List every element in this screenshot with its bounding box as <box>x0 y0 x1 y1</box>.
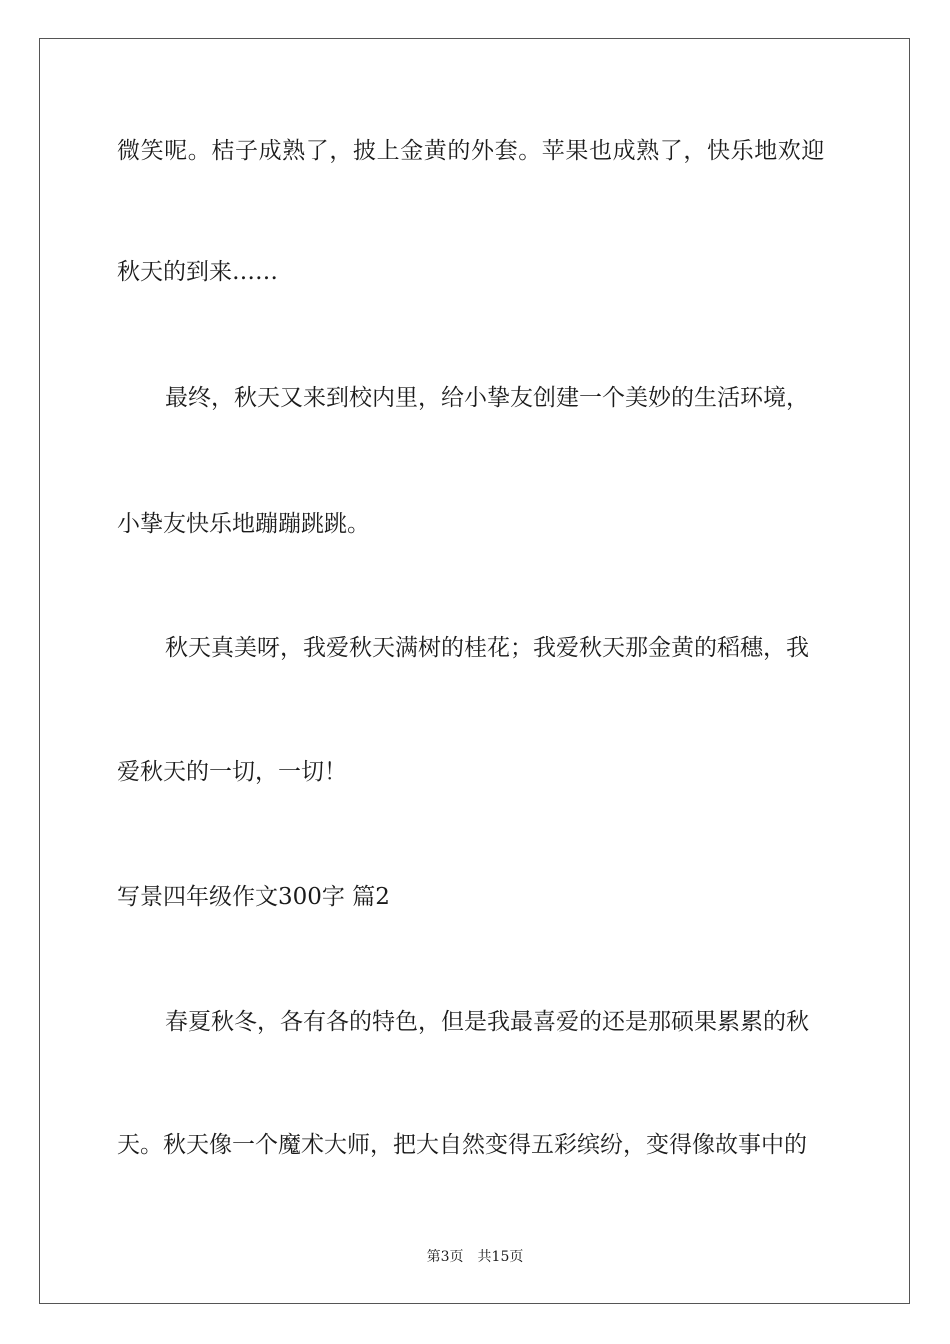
page-total: 共15页 <box>477 1249 524 1265</box>
section-heading: 写景四年级作文300字 篇2 <box>117 884 390 910</box>
paragraph-line: 秋天的到来…… <box>117 259 278 285</box>
paragraph-line: 微笑呢。桔子成熟了，披上金黄的外套。苹果也成熟了，快乐地欢迎 <box>117 138 825 164</box>
paragraph-line: 最终，秋天又来到校内里，给小挚友创建一个美妙的生活环境， <box>165 385 809 411</box>
paragraph-line: 小挚友快乐地蹦蹦跳跳。 <box>117 511 370 537</box>
page-border <box>39 38 910 1304</box>
paragraph-line: 天。秋天像一个魔术大师，把大自然变得五彩缤纷，变得像故事中的 <box>117 1132 807 1158</box>
paragraph-line: 爱秋天的一切，一切！ <box>117 759 347 785</box>
paragraph-line: 秋天真美呀，我爱秋天满树的桂花；我爱秋天那金黄的稻穗，我 <box>165 635 809 661</box>
page-footer <box>0 1246 950 1266</box>
paragraph-line: 春夏秋冬，各有各的特色，但是我最喜爱的还是那硕果累累的秋 <box>165 1009 809 1035</box>
page-number: 第3页 <box>426 1249 464 1265</box>
